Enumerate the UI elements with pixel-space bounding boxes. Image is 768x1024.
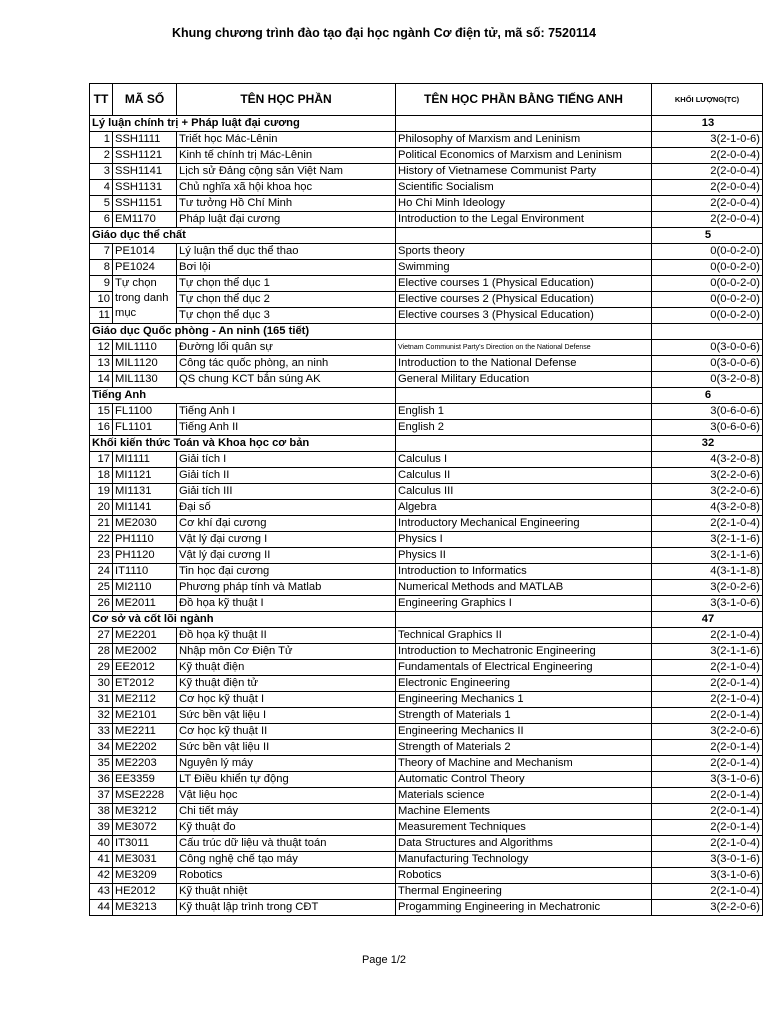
course-credits: 0(0-0-2-0) xyxy=(652,260,763,276)
course-english-name: Progamming Engineering in Mechatronic xyxy=(396,900,652,916)
course-english-name: Introduction to Mechatronic Engineering xyxy=(396,644,652,660)
course-english-name: Machine Elements xyxy=(396,804,652,820)
section-row xyxy=(90,324,763,340)
course-credits: 2(2-0-0-4) xyxy=(652,148,763,164)
row-number: 30 xyxy=(90,676,113,692)
row-number: 41 xyxy=(90,852,113,868)
table-row xyxy=(90,372,763,388)
row-number: 32 xyxy=(90,708,113,724)
course-english-name: Calculus I xyxy=(396,452,652,468)
course-english-name: Automatic Control Theory xyxy=(396,772,652,788)
elective-code-line: mục xyxy=(115,307,137,319)
section-title: Khối kiến thức Toán và Khoa học cơ bản xyxy=(90,436,396,452)
course-code: MIL1130 xyxy=(113,372,177,388)
course-credits: 3(2-1-0-6) xyxy=(652,132,763,148)
row-number: 9 xyxy=(90,276,113,292)
course-name: Nguyên lý máy xyxy=(177,756,396,772)
course-code: ME2201 xyxy=(113,628,177,644)
course-name: LT Điều khiển tự động xyxy=(177,772,396,788)
row-number: 40 xyxy=(90,836,113,852)
course-code: MIL1120 xyxy=(113,356,177,372)
course-english-name: Scientific Socialism xyxy=(396,180,652,196)
table-row xyxy=(90,148,763,164)
course-credits: 3(2-1-1-6) xyxy=(652,532,763,548)
course-english-name: Engineering Mechanics 1 xyxy=(396,692,652,708)
section-credits: 5 xyxy=(652,228,763,244)
course-credits: 2(2-0-0-4) xyxy=(652,164,763,180)
table-row xyxy=(90,500,763,516)
course-credits: 3(2-2-0-6) xyxy=(652,484,763,500)
course-credits: 2(2-0-1-4) xyxy=(652,676,763,692)
table-row xyxy=(90,516,763,532)
course-name: Tự chọn thể dục 3 xyxy=(177,308,396,324)
section-row xyxy=(90,612,763,628)
course-name: Cấu trúc dữ liệu và thuật toán xyxy=(177,836,396,852)
course-credits: 3(2-1-1-6) xyxy=(652,548,763,564)
header-tt: TT xyxy=(90,84,113,116)
row-number: 24 xyxy=(90,564,113,580)
table-row xyxy=(90,484,763,500)
table-row xyxy=(90,132,763,148)
row-number: 5 xyxy=(90,196,113,212)
course-name: Pháp luật đại cương xyxy=(177,212,396,228)
header-code: MÃ SỐ xyxy=(113,84,177,116)
row-number: 20 xyxy=(90,500,113,516)
course-english-name: Manufacturing Technology xyxy=(396,852,652,868)
course-code: MI1111 xyxy=(113,452,177,468)
row-number: 6 xyxy=(90,212,113,228)
course-code: HE2012 xyxy=(113,884,177,900)
row-number: 14 xyxy=(90,372,113,388)
course-code: MI1121 xyxy=(113,468,177,484)
course-credits: 3(0-6-0-6) xyxy=(652,404,763,420)
course-credits: 0(3-0-0-6) xyxy=(652,340,763,356)
course-code: PH1110 xyxy=(113,532,177,548)
course-name: Tiếng Anh II xyxy=(177,420,396,436)
row-number: 26 xyxy=(90,596,113,612)
course-code: IT3011 xyxy=(113,836,177,852)
course-english-name: Elective courses 1 (Physical Education) xyxy=(396,276,652,292)
course-code: SSH1121 xyxy=(113,148,177,164)
section-row xyxy=(90,388,763,404)
header-credits: KHỐI LƯỢNG(TC) xyxy=(652,84,763,116)
table-row xyxy=(90,772,763,788)
course-name: Kỹ thuật nhiệt xyxy=(177,884,396,900)
course-english-name: Elective courses 3 (Physical Education) xyxy=(396,308,652,324)
row-number: 10 xyxy=(90,292,113,308)
course-name: Lịch sử Đảng cộng sản Việt Nam xyxy=(177,164,396,180)
table-row xyxy=(90,740,763,756)
course-name: Công tác quốc phòng, an ninh xyxy=(177,356,396,372)
course-name: Đại số xyxy=(177,500,396,516)
section-row xyxy=(90,116,763,132)
course-name: Chủ nghĩa xã hội khoa học xyxy=(177,180,396,196)
course-english-name: Ho Chi Minh Ideology xyxy=(396,196,652,212)
course-english-name: Physics I xyxy=(396,532,652,548)
row-number: 38 xyxy=(90,804,113,820)
table-header-row xyxy=(90,84,763,116)
section-credits: 47 xyxy=(652,612,763,628)
row-number: 1 xyxy=(90,132,113,148)
course-credits: 4(3-2-0-8) xyxy=(652,500,763,516)
row-number: 35 xyxy=(90,756,113,772)
course-english-name: Strength of Materials 1 xyxy=(396,708,652,724)
course-credits: 2(2-0-0-4) xyxy=(652,212,763,228)
course-name: Kỹ thuật điện xyxy=(177,660,396,676)
course-code: PE1024 xyxy=(113,260,177,276)
course-credits: 4(3-1-1-8) xyxy=(652,564,763,580)
course-name: Tiếng Anh I xyxy=(177,404,396,420)
row-number: 22 xyxy=(90,532,113,548)
course-name: Cơ khí đại cương xyxy=(177,516,396,532)
course-english-name: Political Economics of Marxism and Leninism xyxy=(396,148,652,164)
course-english-name: Calculus II xyxy=(396,468,652,484)
course-credits: 3(2-1-1-6) xyxy=(652,644,763,660)
course-credits: 2(2-1-0-4) xyxy=(652,628,763,644)
section-credits: 32 xyxy=(652,436,763,452)
section-title: Lý luận chính trị + Pháp luật đại cương xyxy=(90,116,396,132)
course-credits: 3(2-0-2-6) xyxy=(652,580,763,596)
table-row xyxy=(90,564,763,580)
course-credits: 0(3-2-0-8) xyxy=(652,372,763,388)
table-row xyxy=(90,292,763,308)
course-name: Giải tích I xyxy=(177,452,396,468)
course-english-name: Fundamentals of Electrical Engineering xyxy=(396,660,652,676)
course-credits: 4(3-2-0-8) xyxy=(652,452,763,468)
course-name: Vật liệu học xyxy=(177,788,396,804)
course-code: IT1110 xyxy=(113,564,177,580)
section-title: Giáo dục thể chất xyxy=(90,228,396,244)
section-credits xyxy=(652,324,763,340)
course-name: Kinh tế chính trị Mác-Lênin xyxy=(177,148,396,164)
course-english-name: English 1 xyxy=(396,404,652,420)
course-name: Bơi lội xyxy=(177,260,396,276)
row-number: 17 xyxy=(90,452,113,468)
course-name: Phương pháp tính và Matlab xyxy=(177,580,396,596)
row-number: 44 xyxy=(90,900,113,916)
section-empty-cell xyxy=(396,612,652,628)
row-number: 4 xyxy=(90,180,113,196)
course-english-name: Numerical Methods and MATLAB xyxy=(396,580,652,596)
row-number: 28 xyxy=(90,644,113,660)
row-number: 34 xyxy=(90,740,113,756)
table-row xyxy=(90,628,763,644)
table-row xyxy=(90,276,763,292)
row-number: 36 xyxy=(90,772,113,788)
course-english-name: Thermal Engineering xyxy=(396,884,652,900)
course-english-name: Robotics xyxy=(396,868,652,884)
course-credits: 2(2-0-0-4) xyxy=(652,180,763,196)
course-credits: 2(2-0-1-4) xyxy=(652,708,763,724)
section-credits: 6 xyxy=(652,388,763,404)
course-credits: 2(2-1-0-4) xyxy=(652,660,763,676)
course-name: Tự chọn thể dục 2 xyxy=(177,292,396,308)
course-credits: 2(2-1-0-4) xyxy=(652,836,763,852)
course-english-name: Elective courses 2 (Physical Education) xyxy=(396,292,652,308)
table-row xyxy=(90,244,763,260)
course-english-name: Physics II xyxy=(396,548,652,564)
course-code: PE1014 xyxy=(113,244,177,260)
course-name: Sức bền vật liệu II xyxy=(177,740,396,756)
table-row xyxy=(90,708,763,724)
course-english-name: Engineering Graphics I xyxy=(396,596,652,612)
table-row xyxy=(90,468,763,484)
row-number: 39 xyxy=(90,820,113,836)
course-code: PH1120 xyxy=(113,548,177,564)
table-row xyxy=(90,308,763,324)
course-name: Vật lý đại cương I xyxy=(177,532,396,548)
course-english-name: Strength of Materials 2 xyxy=(396,740,652,756)
table-row xyxy=(90,196,763,212)
section-row xyxy=(90,228,763,244)
course-credits: 3(3-0-1-6) xyxy=(652,852,763,868)
course-english-name: English 2 xyxy=(396,420,652,436)
table-row xyxy=(90,260,763,276)
course-english-name: Algebra xyxy=(396,500,652,516)
course-english-name: Calculus III xyxy=(396,484,652,500)
course-credits: 2(2-0-0-4) xyxy=(652,196,763,212)
table-row xyxy=(90,420,763,436)
header-course-name: TÊN HỌC PHẦN xyxy=(177,84,396,116)
table-row xyxy=(90,212,763,228)
table-row xyxy=(90,804,763,820)
table-row xyxy=(90,356,763,372)
course-english-name: Theory of Machine and Mechanism xyxy=(396,756,652,772)
row-number: 12 xyxy=(90,340,113,356)
course-code: ME3209 xyxy=(113,868,177,884)
course-name: Cơ học kỹ thuật II xyxy=(177,724,396,740)
course-credits: 3(3-1-0-6) xyxy=(652,868,763,884)
row-number: 37 xyxy=(90,788,113,804)
row-number: 33 xyxy=(90,724,113,740)
curriculum-table xyxy=(89,83,763,916)
course-code: EM1170 xyxy=(113,212,177,228)
table-row xyxy=(90,180,763,196)
table-row xyxy=(90,548,763,564)
table-row xyxy=(90,756,763,772)
course-name: Sức bền vật liệu I xyxy=(177,708,396,724)
course-code: ME2211 xyxy=(113,724,177,740)
course-name: Nhập môn Cơ Điện Tử xyxy=(177,644,396,660)
course-english-name: Materials science xyxy=(396,788,652,804)
header-english-name: TÊN HỌC PHẦN BẰNG TIẾNG ANH xyxy=(396,84,652,116)
course-english-name: Electronic Engineering xyxy=(396,676,652,692)
table-row xyxy=(90,820,763,836)
course-code: EE3359 xyxy=(113,772,177,788)
row-number: 19 xyxy=(90,484,113,500)
course-english-name: General Military Education xyxy=(396,372,652,388)
table-row xyxy=(90,884,763,900)
course-credits: 2(2-0-1-4) xyxy=(652,804,763,820)
course-code: MI2110 xyxy=(113,580,177,596)
course-code: SSH1151 xyxy=(113,196,177,212)
course-name: Đồ họa kỹ thuật I xyxy=(177,596,396,612)
table-row xyxy=(90,692,763,708)
table-row xyxy=(90,868,763,884)
course-credits: 2(2-1-0-4) xyxy=(652,692,763,708)
course-name: Robotics xyxy=(177,868,396,884)
row-number: 2 xyxy=(90,148,113,164)
section-empty-cell xyxy=(396,436,652,452)
course-name: Cơ học kỹ thuật I xyxy=(177,692,396,708)
table-row xyxy=(90,644,763,660)
course-code: SSH1141 xyxy=(113,164,177,180)
table-row xyxy=(90,452,763,468)
row-number: 3 xyxy=(90,164,113,180)
course-name: Triết học Mác-Lênin xyxy=(177,132,396,148)
course-credits: 2(2-1-0-4) xyxy=(652,884,763,900)
course-english-name: Measurement Techniques xyxy=(396,820,652,836)
course-english-name: History of Vietnamese Communist Party xyxy=(396,164,652,180)
course-credits: 3(2-2-0-6) xyxy=(652,468,763,484)
course-code: ME3031 xyxy=(113,852,177,868)
course-code: ME2101 xyxy=(113,708,177,724)
row-number: 21 xyxy=(90,516,113,532)
course-code: SSH1131 xyxy=(113,180,177,196)
table-row xyxy=(90,660,763,676)
course-credits: 2(2-0-1-4) xyxy=(652,820,763,836)
course-english-name: Introductory Mechanical Engineering xyxy=(396,516,652,532)
row-number: 31 xyxy=(90,692,113,708)
table-row xyxy=(90,532,763,548)
section-title: Cơ sở và cốt lõi ngành xyxy=(90,612,396,628)
course-credits: 3(3-1-0-6) xyxy=(652,772,763,788)
course-credits: 0(0-0-2-0) xyxy=(652,244,763,260)
course-code: ME3212 xyxy=(113,804,177,820)
course-credits: 3(2-2-0-6) xyxy=(652,900,763,916)
row-number: 11 xyxy=(90,308,113,324)
course-credits: 0(0-0-2-0) xyxy=(652,308,763,324)
elective-code-line: trong danh xyxy=(115,292,169,304)
row-number: 23 xyxy=(90,548,113,564)
course-name: Tự chọn thể dục 1 xyxy=(177,276,396,292)
course-credits: 3(2-2-0-6) xyxy=(652,724,763,740)
course-code: ME2112 xyxy=(113,692,177,708)
course-code: ME2030 xyxy=(113,516,177,532)
course-name: Đồ họa kỹ thuật II xyxy=(177,628,396,644)
table-row xyxy=(90,836,763,852)
course-code: FL1101 xyxy=(113,420,177,436)
course-name: Kỹ thuật điện tử xyxy=(177,676,396,692)
section-title: Tiếng Anh xyxy=(90,388,396,404)
course-name: Chi tiết máy xyxy=(177,804,396,820)
course-english-name: Introduction to the Legal Environment xyxy=(396,212,652,228)
course-code: ET2012 xyxy=(113,676,177,692)
course-name: Tư tưởng Hồ Chí Minh xyxy=(177,196,396,212)
section-credits: 13 xyxy=(652,116,763,132)
course-english-name: Philosophy of Marxism and Leninism xyxy=(396,132,652,148)
row-number: 18 xyxy=(90,468,113,484)
course-english-name: Vietnam Communist Party's Direction on the National Defense xyxy=(396,340,652,356)
table-row xyxy=(90,676,763,692)
course-english-name: Data Structures and Algorithms xyxy=(396,836,652,852)
row-number: 42 xyxy=(90,868,113,884)
section-empty-cell xyxy=(396,388,652,404)
table-row xyxy=(90,900,763,916)
section-empty-cell xyxy=(396,324,652,340)
course-name: Vật lý đại cương II xyxy=(177,548,396,564)
table-row xyxy=(90,724,763,740)
table-row xyxy=(90,788,763,804)
document-title: Khung chương trình đào tạo đại học ngành Cơ điện tử, mã số: 7520114 xyxy=(171,26,597,40)
row-number: 15 xyxy=(90,404,113,420)
course-name: Đường lối quân sự xyxy=(177,340,396,356)
table-row xyxy=(90,596,763,612)
course-name: Giải tích II xyxy=(177,468,396,484)
course-english-name: Sports theory xyxy=(396,244,652,260)
course-code: ME3213 xyxy=(113,900,177,916)
section-empty-cell xyxy=(396,116,652,132)
row-number: 8 xyxy=(90,260,113,276)
course-credits: 0(3-0-0-6) xyxy=(652,356,763,372)
table-row xyxy=(90,340,763,356)
course-credits: 2(2-0-1-4) xyxy=(652,756,763,772)
course-name: Giải tích III xyxy=(177,484,396,500)
course-code: ME2002 xyxy=(113,644,177,660)
course-code: MI1141 xyxy=(113,500,177,516)
course-code: MIL1110 xyxy=(113,340,177,356)
course-code: ME2202 xyxy=(113,740,177,756)
course-credits: 3(3-1-0-6) xyxy=(652,596,763,612)
course-code: FL1100 xyxy=(113,404,177,420)
course-code: MSE2228 xyxy=(113,788,177,804)
section-title: Giáo dục Quốc phòng - An ninh (165 tiết) xyxy=(90,324,396,340)
table-row xyxy=(90,580,763,596)
course-code: ME2203 xyxy=(113,756,177,772)
course-credits: 0(0-0-2-0) xyxy=(652,276,763,292)
course-english-name: Introduction to the National Defense xyxy=(396,356,652,372)
row-number: 25 xyxy=(90,580,113,596)
course-name: Kỹ thuật lập trình trong CĐT xyxy=(177,900,396,916)
table-row xyxy=(90,404,763,420)
course-code: ME3072 xyxy=(113,820,177,836)
course-code: SSH1111 xyxy=(113,132,177,148)
section-row xyxy=(90,436,763,452)
row-number: 43 xyxy=(90,884,113,900)
row-number: 7 xyxy=(90,244,113,260)
curriculum-table-body xyxy=(90,84,763,916)
course-english-name: Introduction to Informatics xyxy=(396,564,652,580)
row-number: 13 xyxy=(90,356,113,372)
course-name: Kỹ thuật đo xyxy=(177,820,396,836)
course-code: MI1131 xyxy=(113,484,177,500)
course-english-name: Swimming xyxy=(396,260,652,276)
section-empty-cell xyxy=(396,228,652,244)
course-name: QS chung KCT bắn súng AK xyxy=(177,372,396,388)
course-code: EE2012 xyxy=(113,660,177,676)
course-credits: 0(0-0-2-0) xyxy=(652,292,763,308)
row-number: 16 xyxy=(90,420,113,436)
course-credits: 2(2-0-1-4) xyxy=(652,788,763,804)
course-credits: 2(2-0-1-4) xyxy=(652,740,763,756)
course-english-name: Engineering Mechanics II xyxy=(396,724,652,740)
course-english-name: Technical Graphics II xyxy=(396,628,652,644)
course-name: Lý luận thể dục thể thao xyxy=(177,244,396,260)
row-number: 27 xyxy=(90,628,113,644)
course-credits: 3(0-6-0-6) xyxy=(652,420,763,436)
elective-code-cell xyxy=(113,276,177,324)
table-row xyxy=(90,164,763,180)
page-number: Page 1/2 xyxy=(361,954,407,966)
course-name: Tin học đại cương xyxy=(177,564,396,580)
elective-code-line: Tự chọn xyxy=(115,277,157,289)
course-credits: 2(2-1-0-4) xyxy=(652,516,763,532)
table-row xyxy=(90,852,763,868)
course-name: Công nghệ chế tạo máy xyxy=(177,852,396,868)
row-number: 29 xyxy=(90,660,113,676)
course-code: ME2011 xyxy=(113,596,177,612)
